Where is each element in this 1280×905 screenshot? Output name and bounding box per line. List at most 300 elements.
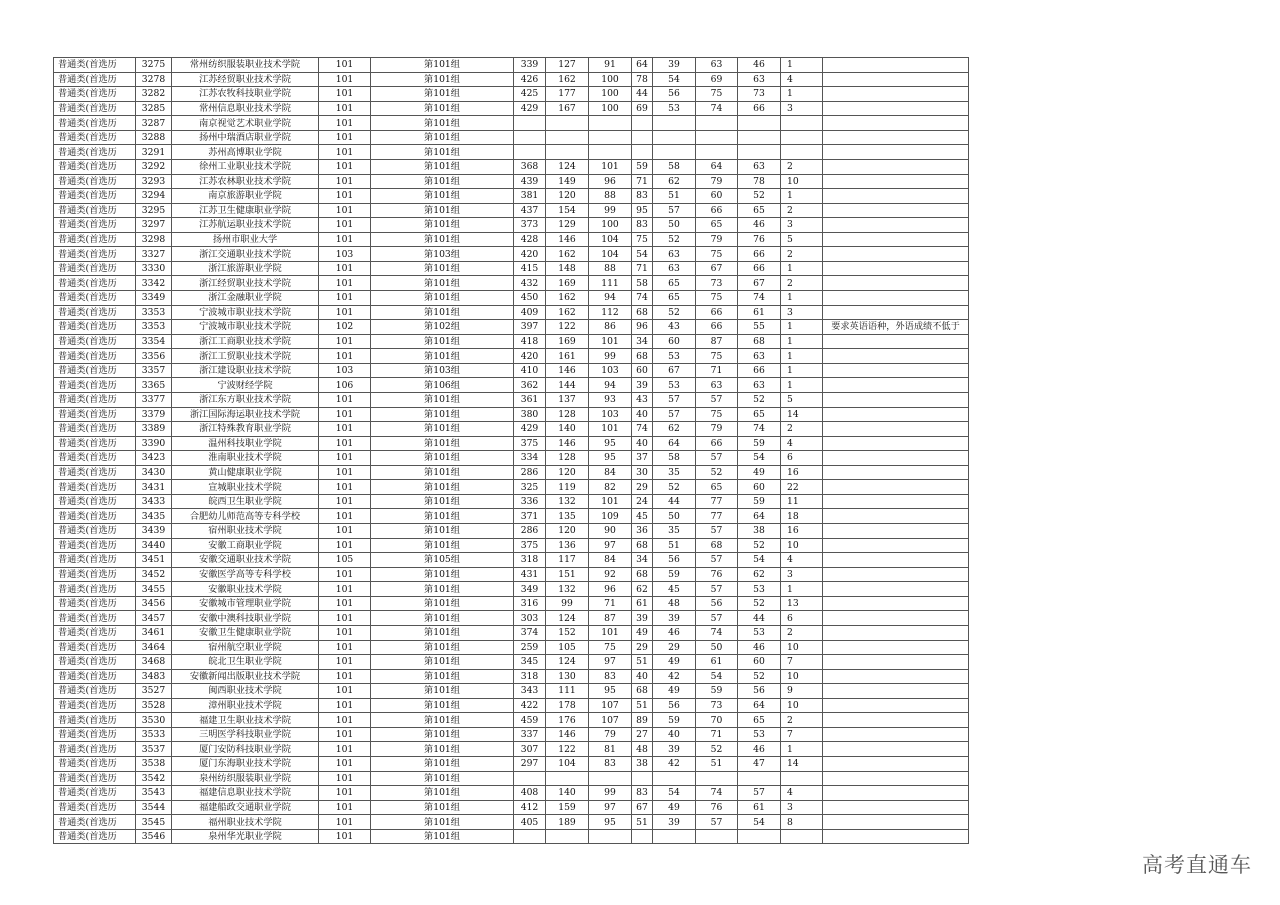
- score-english-cell: 24: [632, 494, 653, 509]
- score-elective-2-cell: 75: [696, 247, 738, 262]
- category-cell: 普通类(首选历: [54, 72, 136, 87]
- score-elective-1-cell: 42: [653, 757, 696, 772]
- score-elective-2-cell: 52: [696, 465, 738, 480]
- school-name-cell: 苏州高博职业学院: [172, 145, 319, 160]
- score-chinese-history-cell: 124: [546, 159, 589, 174]
- score-english-cell: 51: [632, 815, 653, 830]
- table-row: [54, 698, 969, 713]
- score-math-cell: 75: [589, 640, 632, 655]
- score-math-cell: 97: [589, 655, 632, 670]
- category-cell: 普通类(首选历: [54, 349, 136, 364]
- score-elective-3-cell: 52: [738, 392, 781, 407]
- score-english-cell: 34: [632, 553, 653, 568]
- score-elective-1-cell: 49: [653, 655, 696, 670]
- score-english-cell: 39: [632, 378, 653, 393]
- school-code-cell: 3538: [136, 757, 172, 772]
- score-elective-1-cell: 45: [653, 582, 696, 597]
- rank-count-cell: 1: [781, 582, 823, 597]
- min-total-cell: 429: [514, 422, 546, 437]
- score-elective-3-cell: 52: [738, 596, 781, 611]
- school-name-cell: 厦门安防科技职业学院: [172, 742, 319, 757]
- rank-count-cell: 1: [781, 261, 823, 276]
- school-name-cell: 常州纺织服装职业技术学院: [172, 58, 319, 73]
- table-row: [54, 582, 969, 597]
- score-chinese-history-cell: 119: [546, 480, 589, 495]
- rank-count-cell: 1: [781, 378, 823, 393]
- rank-count-cell: 8: [781, 815, 823, 830]
- min-total-cell: [514, 130, 546, 145]
- score-elective-3-cell: 63: [738, 72, 781, 87]
- school-name-cell: 扬州中瑞酒店职业学院: [172, 130, 319, 145]
- remark-cell: 要求英语语种，外语成绩不低于: [823, 320, 969, 335]
- score-math-cell: 94: [589, 378, 632, 393]
- score-elective-3-cell: 52: [738, 189, 781, 204]
- score-english-cell: 89: [632, 713, 653, 728]
- group-code-cell: 101: [319, 815, 371, 830]
- score-elective-2-cell: 69: [696, 72, 738, 87]
- score-elective-1-cell: 52: [653, 305, 696, 320]
- score-elective-2-cell: 74: [696, 786, 738, 801]
- min-total-cell: [514, 145, 546, 160]
- score-chinese-history-cell: 176: [546, 713, 589, 728]
- score-elective-2-cell: 79: [696, 232, 738, 247]
- score-english-cell: 48: [632, 742, 653, 757]
- score-elective-3-cell: 57: [738, 786, 781, 801]
- group-name-cell: 第101组: [371, 800, 514, 815]
- score-english-cell: 83: [632, 189, 653, 204]
- score-chinese-history-cell: 105: [546, 640, 589, 655]
- score-chinese-history-cell: 189: [546, 815, 589, 830]
- school-name-cell: 浙江东方职业技术学院: [172, 392, 319, 407]
- score-elective-2-cell: 57: [696, 553, 738, 568]
- score-elective-2-cell: 66: [696, 320, 738, 335]
- group-code-cell: 101: [319, 407, 371, 422]
- school-code-cell: 3451: [136, 553, 172, 568]
- school-code-cell: 3545: [136, 815, 172, 830]
- score-elective-3-cell: 56: [738, 684, 781, 699]
- score-english-cell: 44: [632, 87, 653, 102]
- category-cell: 普通类(首选历: [54, 305, 136, 320]
- min-total-cell: 437: [514, 203, 546, 218]
- score-elective-1-cell: [653, 771, 696, 786]
- score-elective-2-cell: 59: [696, 684, 738, 699]
- score-math-cell: 109: [589, 509, 632, 524]
- school-name-cell: 安徽交通职业技术学院: [172, 553, 319, 568]
- remark-cell: [823, 305, 969, 320]
- score-elective-3-cell: 63: [738, 378, 781, 393]
- category-cell: 普通类(首选历: [54, 757, 136, 772]
- category-cell: 普通类(首选历: [54, 625, 136, 640]
- category-cell: 普通类(首选历: [54, 771, 136, 786]
- group-name-cell: 第101组: [371, 596, 514, 611]
- rank-count-cell: [781, 771, 823, 786]
- score-english-cell: 68: [632, 349, 653, 364]
- remark-cell: [823, 669, 969, 684]
- score-elective-1-cell: 39: [653, 742, 696, 757]
- min-total-cell: [514, 829, 546, 844]
- rank-count-cell: 2: [781, 276, 823, 291]
- category-cell: 普通类(首选历: [54, 786, 136, 801]
- score-elective-2-cell: 52: [696, 742, 738, 757]
- school-name-cell: 南京旅游职业学院: [172, 189, 319, 204]
- score-math-cell: [589, 145, 632, 160]
- category-cell: 普通类(首选历: [54, 58, 136, 73]
- category-cell: 普通类(首选历: [54, 567, 136, 582]
- rank-count-cell: 10: [781, 538, 823, 553]
- school-code-cell: 3342: [136, 276, 172, 291]
- score-chinese-history-cell: 140: [546, 786, 589, 801]
- score-elective-1-cell: 50: [653, 218, 696, 233]
- category-cell: 普通类(首选历: [54, 247, 136, 262]
- score-math-cell: 100: [589, 72, 632, 87]
- score-elective-1-cell: 57: [653, 407, 696, 422]
- score-elective-2-cell: 77: [696, 494, 738, 509]
- min-total-cell: 316: [514, 596, 546, 611]
- score-english-cell: 27: [632, 727, 653, 742]
- school-code-cell: 3295: [136, 203, 172, 218]
- category-cell: 普通类(首选历: [54, 465, 136, 480]
- group-name-cell: 第101组: [371, 742, 514, 757]
- score-elective-1-cell: 62: [653, 174, 696, 189]
- score-english-cell: 34: [632, 334, 653, 349]
- group-name-cell: 第101组: [371, 698, 514, 713]
- group-name-cell: 第101组: [371, 58, 514, 73]
- category-cell: 普通类(首选历: [54, 291, 136, 306]
- score-math-cell: 87: [589, 611, 632, 626]
- min-total-cell: 339: [514, 58, 546, 73]
- school-name-cell: 安徽职业技术学院: [172, 582, 319, 597]
- score-english-cell: 36: [632, 524, 653, 539]
- score-math-cell: 101: [589, 422, 632, 437]
- rank-count-cell: 6: [781, 611, 823, 626]
- score-english-cell: 68: [632, 684, 653, 699]
- rank-count-cell: 3: [781, 305, 823, 320]
- score-elective-3-cell: 49: [738, 465, 781, 480]
- rank-count-cell: 2: [781, 625, 823, 640]
- rank-count-cell: 4: [781, 553, 823, 568]
- rank-count-cell: 14: [781, 407, 823, 422]
- score-chinese-history-cell: 137: [546, 392, 589, 407]
- score-english-cell: 68: [632, 538, 653, 553]
- score-math-cell: 95: [589, 684, 632, 699]
- score-elective-1-cell: 50: [653, 509, 696, 524]
- school-code-cell: 3297: [136, 218, 172, 233]
- school-code-cell: 3435: [136, 509, 172, 524]
- rank-count-cell: 3: [781, 800, 823, 815]
- table-row: [54, 305, 969, 320]
- min-total-cell: 361: [514, 392, 546, 407]
- group-name-cell: 第101组: [371, 189, 514, 204]
- table-row: [54, 786, 969, 801]
- score-elective-2-cell: 56: [696, 596, 738, 611]
- remark-cell: [823, 786, 969, 801]
- score-chinese-history-cell: 132: [546, 494, 589, 509]
- score-elective-3-cell: 66: [738, 261, 781, 276]
- remark-cell: [823, 334, 969, 349]
- school-code-cell: 3542: [136, 771, 172, 786]
- school-name-cell: 安徽新闻出版职业技术学院: [172, 669, 319, 684]
- score-math-cell: 96: [589, 174, 632, 189]
- table-row: [54, 130, 969, 145]
- school-code-cell: 3365: [136, 378, 172, 393]
- group-code-cell: 106: [319, 378, 371, 393]
- score-math-cell: 103: [589, 407, 632, 422]
- score-elective-2-cell: 66: [696, 203, 738, 218]
- school-code-cell: 3357: [136, 363, 172, 378]
- rank-count-cell: 13: [781, 596, 823, 611]
- min-total-cell: 374: [514, 625, 546, 640]
- score-elective-2-cell: 75: [696, 87, 738, 102]
- score-english-cell: 40: [632, 669, 653, 684]
- group-code-cell: 101: [319, 494, 371, 509]
- score-elective-1-cell: 53: [653, 378, 696, 393]
- score-elective-3-cell: 60: [738, 480, 781, 495]
- group-name-cell: 第101组: [371, 640, 514, 655]
- score-elective-1-cell: 52: [653, 480, 696, 495]
- category-cell: 普通类(首选历: [54, 189, 136, 204]
- score-math-cell: 94: [589, 291, 632, 306]
- rank-count-cell: 2: [781, 159, 823, 174]
- table-row: [54, 494, 969, 509]
- table-row: [54, 159, 969, 174]
- score-elective-2-cell: 57: [696, 451, 738, 466]
- remark-cell: [823, 713, 969, 728]
- score-english-cell: 96: [632, 320, 653, 335]
- group-code-cell: 101: [319, 189, 371, 204]
- score-elective-3-cell: [738, 829, 781, 844]
- score-elective-3-cell: 65: [738, 713, 781, 728]
- score-english-cell: [632, 130, 653, 145]
- min-total-cell: 318: [514, 553, 546, 568]
- score-chinese-history-cell: 161: [546, 349, 589, 364]
- school-name-cell: 合肥幼儿师范高等专科学校: [172, 509, 319, 524]
- score-math-cell: 100: [589, 101, 632, 116]
- score-english-cell: 95: [632, 203, 653, 218]
- score-elective-1-cell: 56: [653, 698, 696, 713]
- score-elective-2-cell: 57: [696, 524, 738, 539]
- group-code-cell: 101: [319, 58, 371, 73]
- score-chinese-history-cell: 124: [546, 611, 589, 626]
- remark-cell: [823, 742, 969, 757]
- school-name-cell: 泉州纺织服装职业学院: [172, 771, 319, 786]
- school-name-cell: 厦门东海职业技术学院: [172, 757, 319, 772]
- min-total-cell: 409: [514, 305, 546, 320]
- group-name-cell: 第101组: [371, 480, 514, 495]
- score-english-cell: 40: [632, 407, 653, 422]
- score-elective-1-cell: [653, 130, 696, 145]
- group-code-cell: 101: [319, 291, 371, 306]
- score-elective-1-cell: 56: [653, 553, 696, 568]
- score-chinese-history-cell: 177: [546, 87, 589, 102]
- group-code-cell: 103: [319, 363, 371, 378]
- table-row: [54, 742, 969, 757]
- table-row: [54, 349, 969, 364]
- group-name-cell: 第101组: [371, 101, 514, 116]
- school-name-cell: 江苏卫生健康职业学院: [172, 203, 319, 218]
- rank-count-cell: 1: [781, 334, 823, 349]
- table-row: [54, 713, 969, 728]
- category-cell: 普通类(首选历: [54, 232, 136, 247]
- min-total-cell: 381: [514, 189, 546, 204]
- rank-count-cell: 1: [781, 58, 823, 73]
- score-math-cell: 91: [589, 58, 632, 73]
- score-elective-3-cell: 38: [738, 524, 781, 539]
- rank-count-cell: 4: [781, 786, 823, 801]
- category-cell: 普通类(首选历: [54, 101, 136, 116]
- score-elective-3-cell: 65: [738, 407, 781, 422]
- score-english-cell: [632, 829, 653, 844]
- score-chinese-history-cell: 104: [546, 757, 589, 772]
- rank-count-cell: 6: [781, 451, 823, 466]
- group-code-cell: 101: [319, 713, 371, 728]
- score-math-cell: 93: [589, 392, 632, 407]
- score-elective-2-cell: 57: [696, 392, 738, 407]
- score-elective-1-cell: 65: [653, 291, 696, 306]
- group-name-cell: 第101组: [371, 422, 514, 437]
- score-chinese-history-cell: 159: [546, 800, 589, 815]
- category-cell: 普通类(首选历: [54, 684, 136, 699]
- group-name-cell: 第101组: [371, 757, 514, 772]
- table-row: [54, 757, 969, 772]
- score-elective-1-cell: 59: [653, 713, 696, 728]
- rank-count-cell: 16: [781, 465, 823, 480]
- school-name-cell: 浙江建设职业技术学院: [172, 363, 319, 378]
- group-code-cell: 101: [319, 698, 371, 713]
- score-elective-3-cell: [738, 116, 781, 131]
- remark-cell: [823, 771, 969, 786]
- remark-cell: [823, 159, 969, 174]
- rank-count-cell: [781, 116, 823, 131]
- score-elective-1-cell: 39: [653, 611, 696, 626]
- score-elective-3-cell: 52: [738, 538, 781, 553]
- remark-cell: [823, 596, 969, 611]
- school-name-cell: 宁波财经学院: [172, 378, 319, 393]
- school-name-cell: 常州信息职业技术学院: [172, 101, 319, 116]
- score-elective-2-cell: 57: [696, 582, 738, 597]
- table-row: [54, 669, 969, 684]
- score-chinese-history-cell: 140: [546, 422, 589, 437]
- group-code-cell: 101: [319, 116, 371, 131]
- score-elective-3-cell: 59: [738, 494, 781, 509]
- score-math-cell: 100: [589, 218, 632, 233]
- score-elective-3-cell: 46: [738, 742, 781, 757]
- school-code-cell: 3528: [136, 698, 172, 713]
- group-code-cell: 101: [319, 480, 371, 495]
- table-row: [54, 727, 969, 742]
- category-cell: 普通类(首选历: [54, 713, 136, 728]
- score-math-cell: 90: [589, 524, 632, 539]
- category-cell: 普通类(首选历: [54, 742, 136, 757]
- score-elective-3-cell: 61: [738, 305, 781, 320]
- score-chinese-history-cell: [546, 130, 589, 145]
- group-name-cell: 第103组: [371, 363, 514, 378]
- remark-cell: [823, 407, 969, 422]
- score-math-cell: 97: [589, 538, 632, 553]
- remark-cell: [823, 480, 969, 495]
- table-row: [54, 684, 969, 699]
- remark-cell: [823, 640, 969, 655]
- score-math-cell: 86: [589, 320, 632, 335]
- school-name-cell: 浙江工贸职业技术学院: [172, 349, 319, 364]
- min-total-cell: 297: [514, 757, 546, 772]
- table-row: [54, 72, 969, 87]
- rank-count-cell: 10: [781, 640, 823, 655]
- rank-count-cell: [781, 829, 823, 844]
- category-cell: 普通类(首选历: [54, 640, 136, 655]
- category-cell: 普通类(首选历: [54, 669, 136, 684]
- category-cell: 普通类(首选历: [54, 130, 136, 145]
- min-total-cell: 286: [514, 524, 546, 539]
- school-code-cell: 3457: [136, 611, 172, 626]
- remark-cell: [823, 655, 969, 670]
- category-cell: 普通类(首选历: [54, 596, 136, 611]
- score-math-cell: 83: [589, 669, 632, 684]
- score-elective-1-cell: 59: [653, 567, 696, 582]
- score-chinese-history-cell: 127: [546, 58, 589, 73]
- table-row: [54, 218, 969, 233]
- score-english-cell: 67: [632, 800, 653, 815]
- score-english-cell: [632, 145, 653, 160]
- min-total-cell: 345: [514, 655, 546, 670]
- table-row: [54, 261, 969, 276]
- score-math-cell: 95: [589, 815, 632, 830]
- school-code-cell: 3452: [136, 567, 172, 582]
- group-code-cell: 101: [319, 334, 371, 349]
- score-english-cell: 51: [632, 698, 653, 713]
- remark-cell: [823, 130, 969, 145]
- table-row: [54, 829, 969, 844]
- table-row: [54, 291, 969, 306]
- school-name-cell: 浙江国际海运职业技术学院: [172, 407, 319, 422]
- score-elective-1-cell: 58: [653, 451, 696, 466]
- min-total-cell: 307: [514, 742, 546, 757]
- group-name-cell: 第101组: [371, 611, 514, 626]
- group-code-cell: 101: [319, 582, 371, 597]
- group-code-cell: 101: [319, 524, 371, 539]
- score-english-cell: 68: [632, 567, 653, 582]
- rank-count-cell: 2: [781, 203, 823, 218]
- min-total-cell: 422: [514, 698, 546, 713]
- min-total-cell: 303: [514, 611, 546, 626]
- rank-count-cell: 16: [781, 524, 823, 539]
- score-elective-2-cell: [696, 829, 738, 844]
- remark-cell: [823, 189, 969, 204]
- score-elective-3-cell: [738, 771, 781, 786]
- rank-count-cell: 14: [781, 757, 823, 772]
- remark-cell: [823, 829, 969, 844]
- remark-cell: [823, 116, 969, 131]
- score-elective-3-cell: 59: [738, 436, 781, 451]
- school-name-cell: 黄山健康职业学院: [172, 465, 319, 480]
- category-cell: 普通类(首选历: [54, 800, 136, 815]
- score-math-cell: 107: [589, 713, 632, 728]
- score-elective-3-cell: 74: [738, 291, 781, 306]
- group-name-cell: 第101组: [371, 509, 514, 524]
- remark-cell: [823, 553, 969, 568]
- score-elective-2-cell: 60: [696, 189, 738, 204]
- min-total-cell: 426: [514, 72, 546, 87]
- school-name-cell: 宣城职业技术学院: [172, 480, 319, 495]
- school-name-cell: 南京视觉艺术职业学院: [172, 116, 319, 131]
- rank-count-cell: 11: [781, 494, 823, 509]
- group-code-cell: 101: [319, 800, 371, 815]
- score-elective-2-cell: 75: [696, 349, 738, 364]
- rank-count-cell: 3: [781, 218, 823, 233]
- table-row: [54, 320, 969, 335]
- category-cell: 普通类(首选历: [54, 727, 136, 742]
- score-elective-1-cell: 58: [653, 159, 696, 174]
- category-cell: 普通类(首选历: [54, 320, 136, 335]
